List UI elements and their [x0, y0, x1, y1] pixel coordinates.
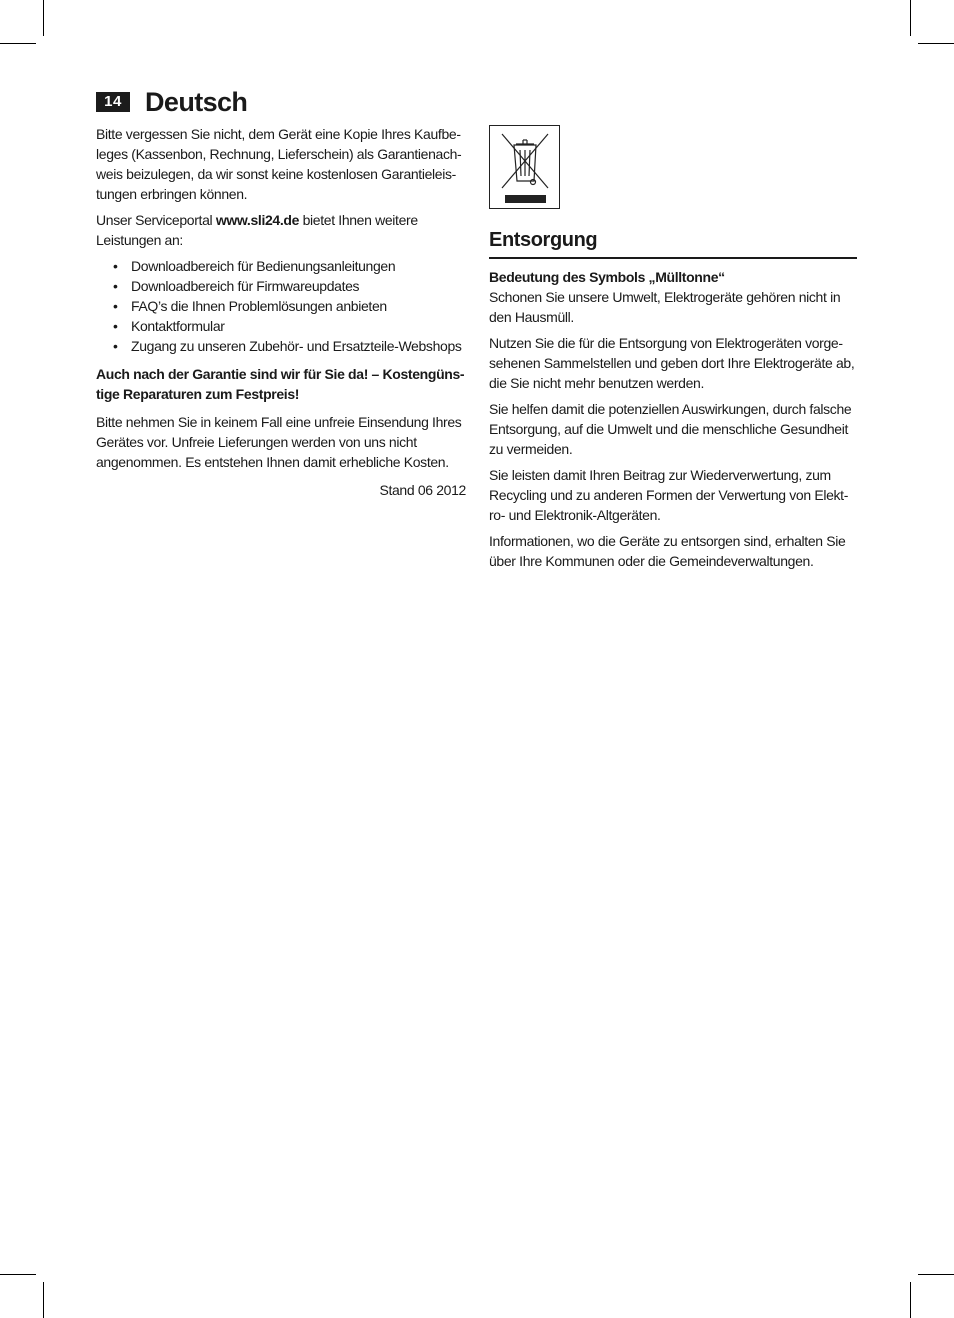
services-list	[96, 256, 466, 356]
page-title: Deutsch	[145, 87, 248, 117]
crossed-out-wheelie-bin-icon	[489, 125, 560, 209]
crop-mark	[918, 1274, 954, 1275]
right-column	[489, 124, 857, 577]
crop-mark	[0, 43, 36, 44]
subsection-title: Bedeutung des Symbols „Mülltonne“	[489, 269, 725, 285]
page-number: 14	[96, 92, 130, 112]
list-item: • Downloadbereich für Firmwareupdates	[96, 276, 466, 296]
disposal-paragraph: Sie helfen damit die potenziellen Auswirkungen, durch falsche Entsorgung, auf die Umwelt und die menschliche Gesundheit zu vermeiden.	[489, 401, 852, 457]
list-item: • Zugang zu unseren Zubehör- und Ersatzteile-Webshops	[96, 336, 466, 356]
crop-mark	[910, 0, 911, 36]
crop-mark	[910, 1282, 911, 1318]
disposal-paragraph: Informationen, wo die Geräte zu entsorgen sind, erhalten Sie über Ihre Kommunen oder die Gemeindeverwaltungen.	[489, 533, 846, 569]
disposal-paragraph: Nutzen Sie die für die Entsorgung von Elektrogeräten vorgesehenen Sammelstellen und geben dort Ihre Elektrogeräte ab, die Sie nicht mehr benutzen werden.	[489, 335, 855, 391]
crop-mark	[43, 1282, 44, 1318]
left-column	[96, 124, 466, 506]
warranty-note: Auch nach der Garantie sind wir für Sie da! – Kostengünstige Reparaturen zum Festpreis!	[96, 366, 465, 402]
list-item: • Downloadbereich für Bedienungsanleitungen	[96, 256, 466, 276]
version-stand: Stand 06 2012	[379, 482, 466, 498]
list-item: • Kontaktformular	[96, 316, 466, 336]
section-title: Entsorgung	[489, 225, 857, 259]
portal-suffix: bietet Ihnen weitere Leistungen an:	[96, 212, 418, 248]
service-portal-link[interactable]: www.sli24.de	[215, 212, 300, 228]
list-item: • FAQ’s die Ihnen Problemlösungen anbieten	[96, 296, 466, 316]
warranty-intro: Bitte vergessen Sie nicht, dem Gerät eine Kopie Ihres Kaufbeleges (Kassenbon, Rechnung, Lieferschein) als Garantienachweis beizulegen, da wir sonst keine kostenlosen Garantieleistungen erbringen können.	[96, 126, 462, 202]
portal-prefix: Unser Serviceportal	[96, 212, 216, 228]
disposal-paragraph: Schonen Sie unsere Umwelt, Elektrogeräte gehören nicht in den Hausmüll.	[489, 289, 841, 325]
crop-mark	[0, 1274, 36, 1275]
service-portal-paragraph	[96, 210, 466, 250]
crop-mark	[918, 43, 954, 44]
crop-mark	[43, 0, 44, 36]
shipping-note: Bitte nehmen Sie in keinem Fall eine unfreie Einsendung Ihres Gerätes vor. Unfreie Lieferungen werden von uns nicht angenommen. Es entstehen Ihnen damit erhebliche Kosten.	[96, 414, 462, 470]
disposal-paragraph: Sie leisten damit Ihren Beitrag zur Wiederverwertung, zum Recycling und zu anderen Formen der Verwertung von Elektro- und Elektronik-Altgeräten.	[489, 467, 849, 523]
